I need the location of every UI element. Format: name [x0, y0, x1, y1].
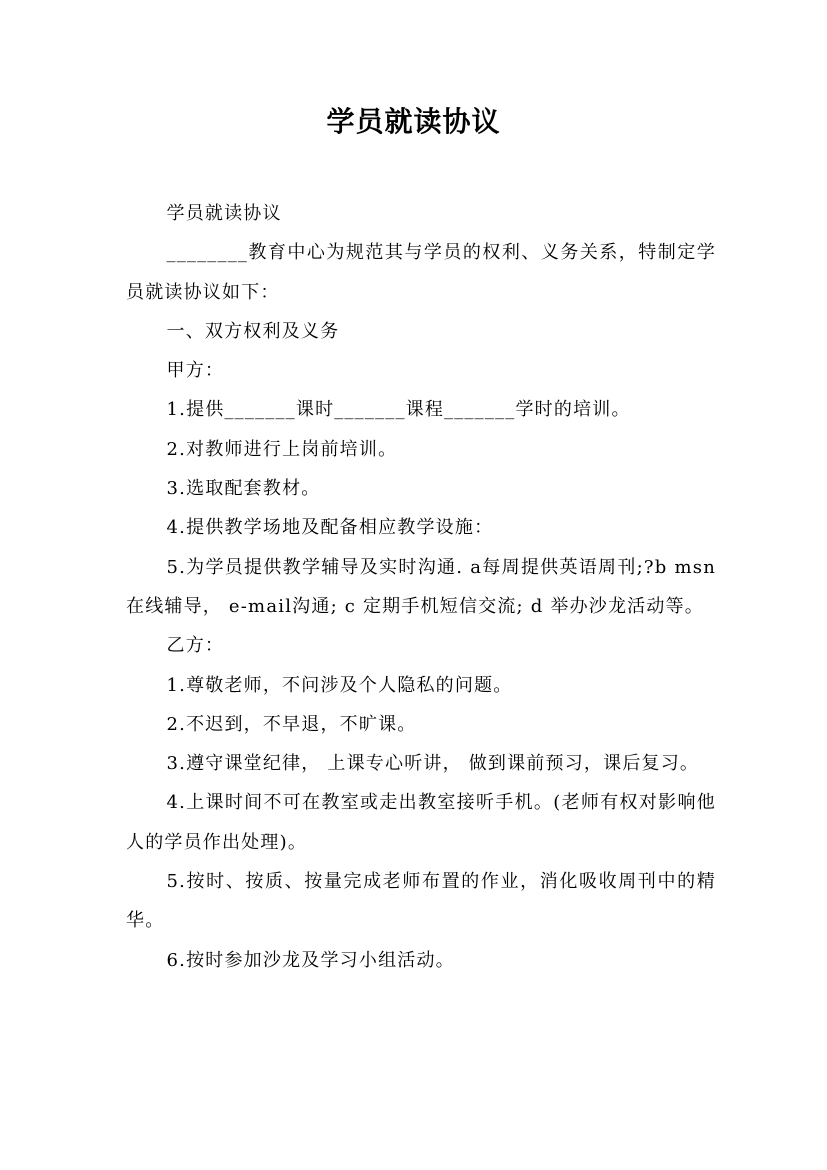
party-b-item-2: 2.不迟到，不早退，不旷课。 — [166, 713, 417, 735]
party-a-item-3: 3.选取配套教材。 — [166, 478, 321, 500]
document-body — [126, 194, 716, 980]
party-b-item-4: 4.上课时间不可在教室或走出教室接听手机。(老师有权对影响他人的学员作出处理)。 — [126, 792, 716, 853]
party-b-item-1: 1.尊敬老师，不问涉及个人隐私的问题。 — [166, 674, 513, 696]
party-b-item-6: 6.按时参加沙龙及学习小组活动。 — [166, 949, 455, 971]
document-title: 学员就读协议 — [326, 105, 501, 138]
party-a-label: 甲方： — [166, 360, 225, 382]
section-heading-rights: 一、双方权利及义务 — [166, 320, 340, 342]
party-a-item-5: 5.为学员提供教学辅导及实时沟通. a每周提供英语周刊;?b msn在线辅导， e-mail沟通; c 定期手机短信交流; d 举办沙龙活动等。 — [126, 556, 716, 617]
paragraph-heading: 学员就读协议 — [166, 203, 282, 224]
paragraph-intro: ________教育中心为规范其与学员的权利、义务关系，特制定学员就读协议如下： — [126, 242, 716, 303]
party-a-item-4: 4.提供教学场地及配备相应教学设施： — [166, 517, 494, 539]
party-b-label: 乙方： — [166, 635, 225, 657]
party-a-item-1: 1.提供_______课时_______课程_______学时的培训。 — [166, 399, 631, 421]
party-a-item-2: 2.对教师进行上岗前培训。 — [166, 438, 398, 460]
party-b-item-5: 5.按时、按质、按量完成老师布置的作业，消化吸收周刊中的精华。 — [126, 871, 716, 932]
party-b-item-3: 3.遵守课堂纪律， 上课专心听讲， 做到课前预习，课后复习。 — [166, 753, 700, 775]
